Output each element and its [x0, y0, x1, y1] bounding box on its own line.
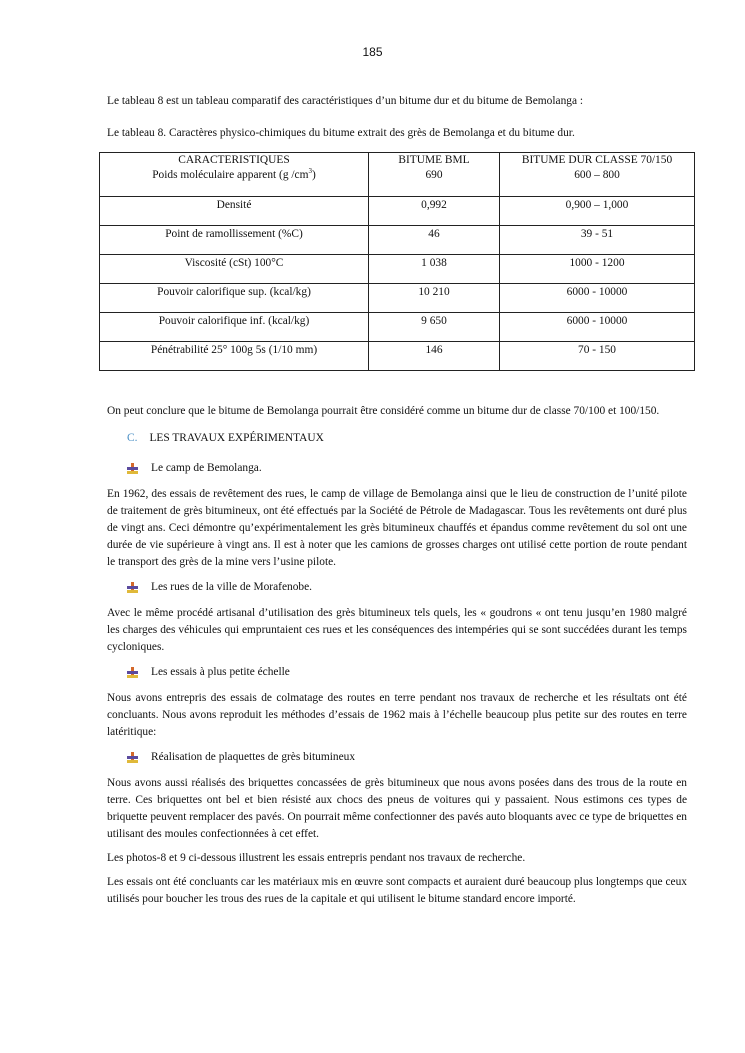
row-bml-value: 46: [369, 225, 500, 254]
bullet-icon: [127, 667, 138, 678]
row-dur-value: 600 – 800: [500, 167, 695, 196]
row-bml-value: 1 038: [369, 254, 500, 283]
row-bml-value: 10 210: [369, 283, 500, 312]
row-bml-value: 0,992: [369, 196, 500, 225]
header-bitume-bml: BITUME BML: [369, 153, 500, 168]
table-row: [100, 225, 695, 254]
bullet-heading: [127, 579, 687, 596]
comparison-table: [99, 152, 695, 371]
section-letter: C.: [127, 432, 138, 444]
body-text: [107, 403, 687, 915]
header-characteristics: CARACTERISTIQUES: [100, 153, 369, 168]
row-dur-value: 70 - 150: [500, 341, 695, 370]
row-label-end: ): [311, 169, 316, 181]
intro-paragraph: Le tableau 8 est un tableau comparatif des caractéristiques d’un bitume dur et du bitume de Bemolanga :: [107, 95, 584, 107]
row-label: [100, 167, 369, 196]
bullet-heading: [127, 749, 687, 766]
header-bitume-dur: BITUME DUR CLASSE 70/150: [500, 153, 695, 168]
row-label: Pouvoir calorifique inf. (kcal/kg): [100, 312, 369, 341]
row-label: Pénétrabilité 25° 100g 5s (1/10 mm): [100, 341, 369, 370]
table-row: [100, 254, 695, 283]
bullet-heading: [127, 664, 687, 681]
table-row: [100, 167, 695, 196]
row-dur-value: 6000 - 10000: [500, 312, 695, 341]
row-dur-value: 6000 - 10000: [500, 283, 695, 312]
table-row: [100, 312, 695, 341]
intro-section: [107, 93, 687, 149]
table-row: [100, 341, 695, 370]
paragraph: Nous avons aussi réalisés des briquettes concassées de grès bitumineux que nous avons posées dans des trous de la route en terre. Ces briquettes ont bel et bien résisté aux chocs des pneus de voitures qui y passaient. Nous estimons ces types de briquette peuvent remplacer des pavés. On pourrait même confectionner des pavés auto bloquants avec ce type de briquettes en utilisant des moules confectionnées à cet effet.: [107, 777, 687, 840]
bullet-label: Les rues de la ville de Morafenobe.: [151, 581, 312, 593]
paragraph: Nous avons entrepris des essais de colmatage des routes en terre pendant nos travaux de recherche et les résultats ont été concluants. Nous avons reproduit les méthodes d’essais de 1962 mais à l’échelle beaucoup plus petite sur des routes en terre latéritique:: [107, 692, 687, 738]
paragraph: En 1962, des essais de revêtement des rues, le camp de village de Bemolanga ainsi que le lieu de construction de l’unité pilote de traitement de grès bitumineux, ont été effectués par la Société de Pétrole de Madagascar. Tous les revêtements ont duré plus de vingt ans. Ceci démontre qu’expérimentalement les grès bitumineux chauffés et épandus comme revêtement du sol ont une durée de vie supérieure à vingt ans. Il est à noter que les camions de grosses charges ont utilisé cette portion de route pendant le transport des grès de la mine vers l’usine pilote.: [107, 488, 687, 568]
row-bml-value: 9 650: [369, 312, 500, 341]
row-label: Viscosité (cSt) 100°C: [100, 254, 369, 283]
bullet-label: Les essais à plus petite échelle: [151, 666, 290, 678]
row-dur-value: 0,900 – 1,000: [500, 196, 695, 225]
bullet-icon: [127, 752, 138, 763]
row-label: Point de ramollissement (%C): [100, 225, 369, 254]
bullet-label: Réalisation de plaquettes de grès bitumineux: [151, 751, 356, 763]
row-label-text: Poids moléculaire apparent (g /cm: [152, 169, 309, 181]
table-header-row: [100, 153, 695, 168]
row-label: Densité: [100, 196, 369, 225]
section-title: LES TRAVAUX EXPÉRIMENTAUX: [149, 432, 324, 444]
row-label-sup: 3: [308, 167, 312, 176]
paragraph: Les essais ont été concluants car les matériaux mis en œuvre sont compacts et auraient duré beaucoup plus longtemps que ceux utilisés pour boucher les trous des rues de la capitale et qui utilisent le bitume standard encore importé.: [107, 876, 687, 905]
paragraph: Avec le même procédé artisanal d’utilisation des grès bitumineux tels quels, les « goudrons « ont tenu jusqu’en 1980 malgré les charges des véhicules qui empruntaient ces rues et les conséquences des intempéries qui se sont succédées durant les temps cycloniques.: [107, 607, 687, 653]
row-dur-value: 39 - 51: [500, 225, 695, 254]
bullet-icon: [127, 463, 138, 474]
table-caption: Le tableau 8. Caractères physico-chimiques du bitume extrait des grès de Bemolanga et du bitume dur.: [107, 127, 575, 139]
bullet-icon: [127, 582, 138, 593]
section-heading: [127, 430, 687, 447]
paragraph: Les photos-8 et 9 ci-dessous illustrent les essais entrepris pendant nos travaux de recherche.: [107, 852, 526, 864]
conclusion-paragraph: On peut conclure que le bitume de Bemolanga pourrait être considéré comme un bitume dur de classe 70/100 et 100/150.: [107, 405, 660, 417]
bullet-heading: [127, 460, 687, 477]
bullet-label: Le camp de Bemolanga.: [151, 462, 262, 474]
row-label: Pouvoir calorifique sup. (kcal/kg): [100, 283, 369, 312]
row-bml-value: 690: [369, 167, 500, 196]
table-row: [100, 196, 695, 225]
table-row: [100, 283, 695, 312]
row-dur-value: 1000 - 1200: [500, 254, 695, 283]
page-number: 185: [362, 45, 383, 59]
row-bml-value: 146: [369, 341, 500, 370]
